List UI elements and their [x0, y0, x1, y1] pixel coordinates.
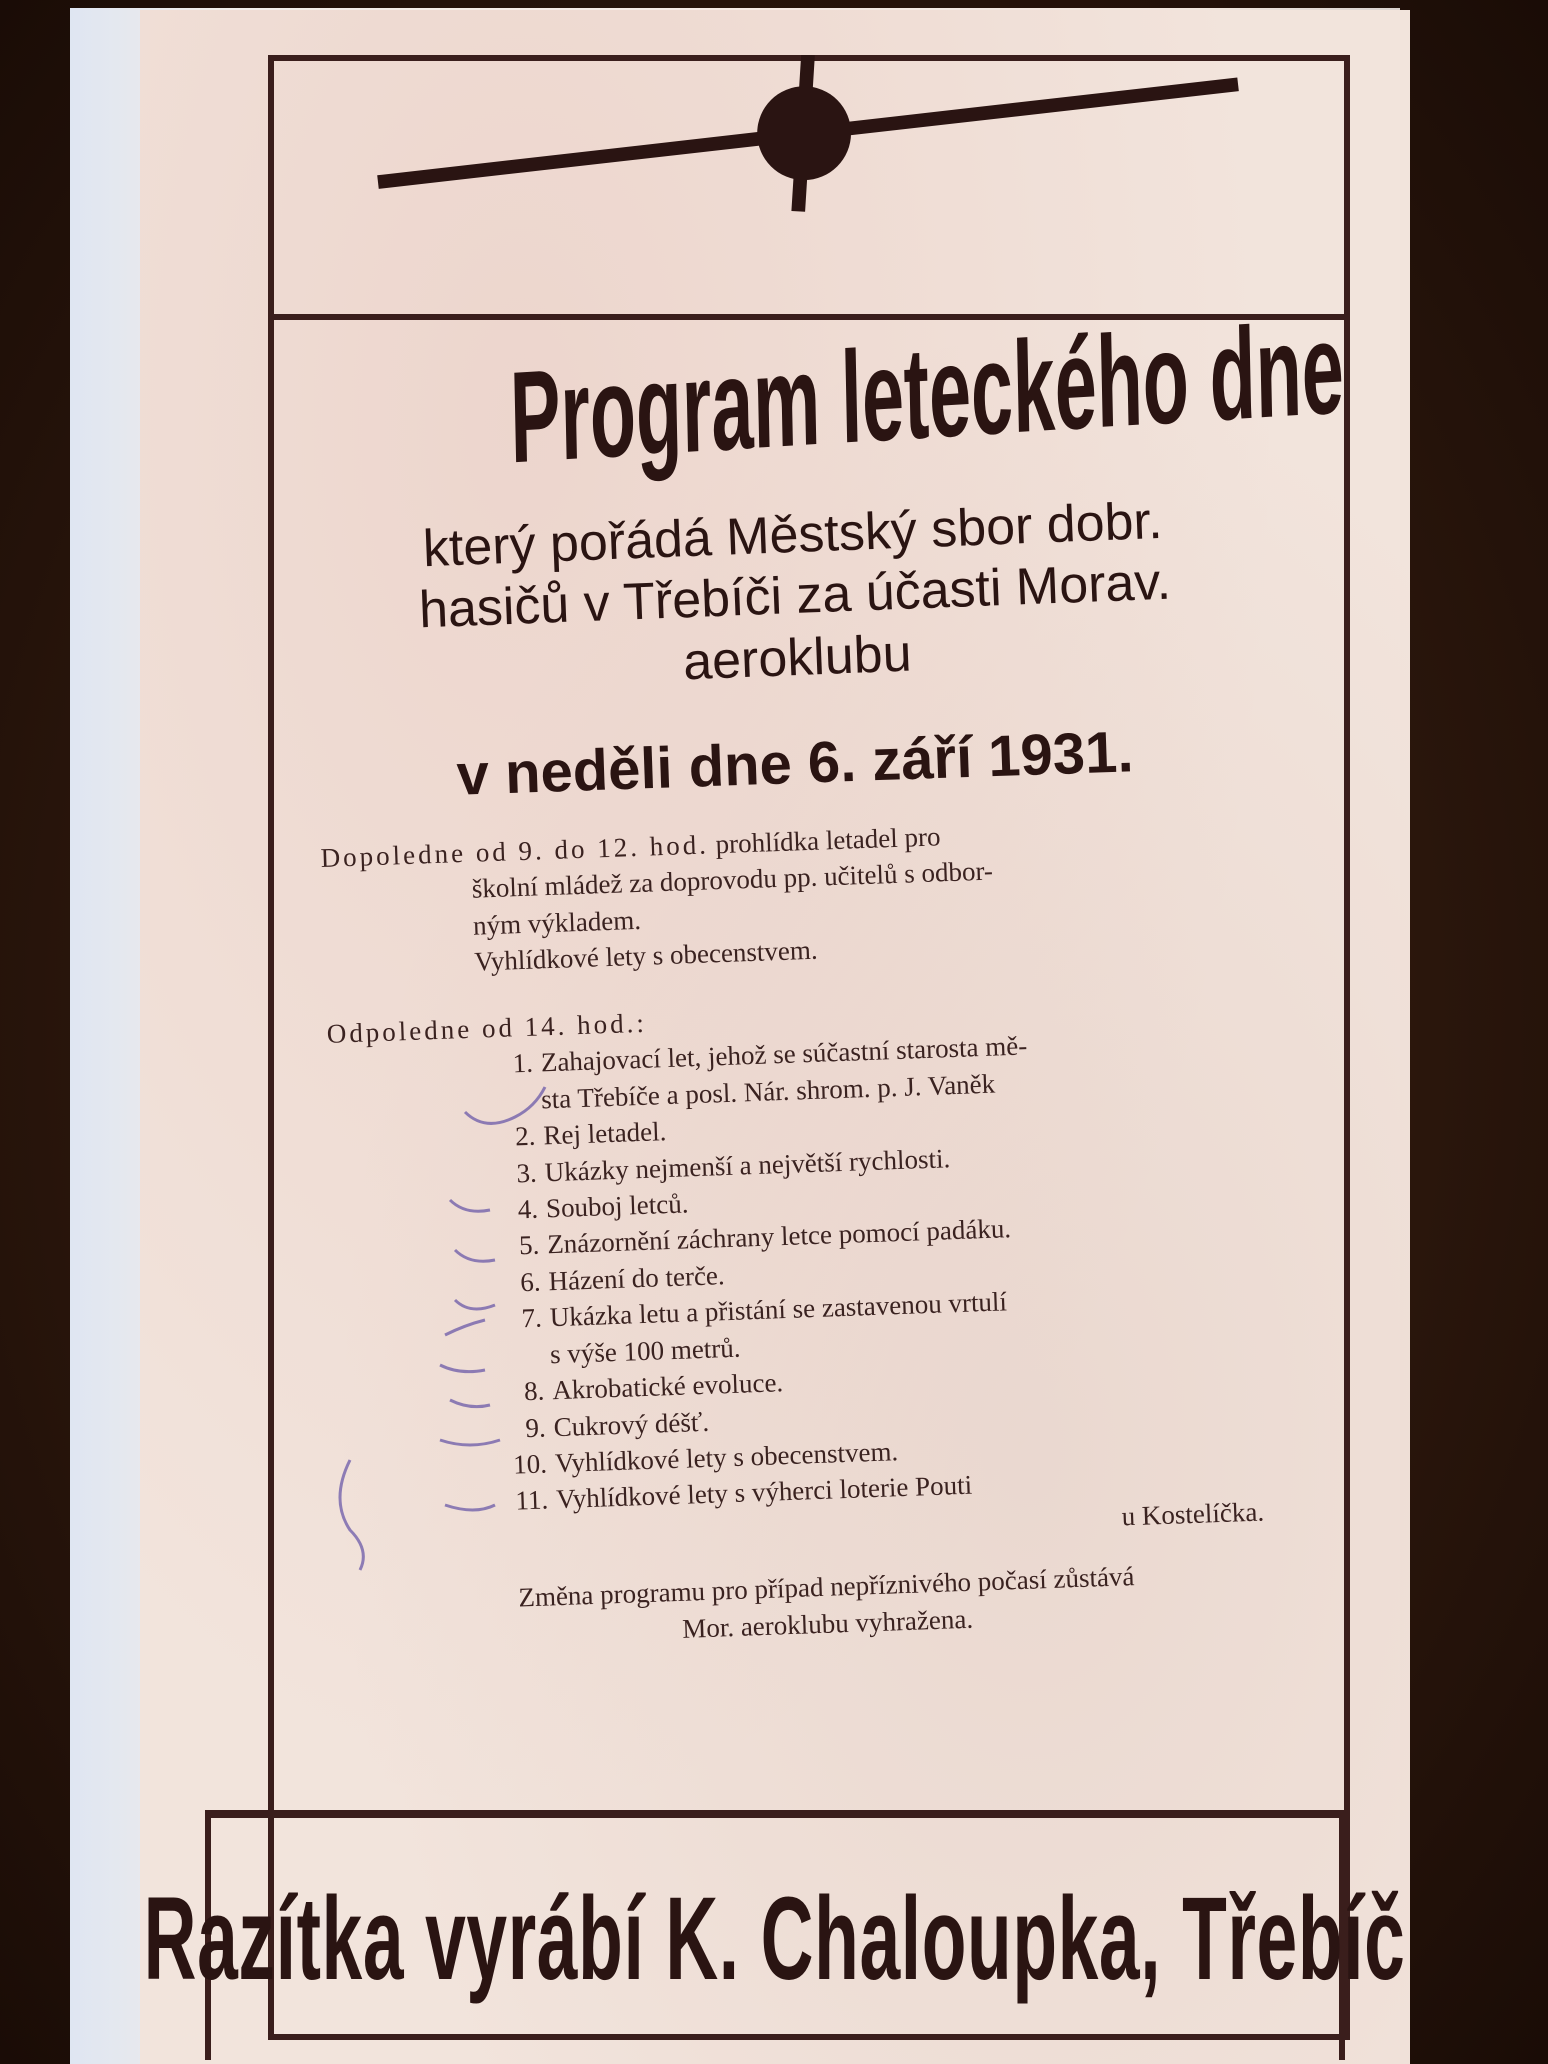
item-number: 2. — [514, 1120, 536, 1152]
item-number: 5. — [518, 1229, 540, 1261]
item-text: Souboj letců. — [545, 1188, 689, 1224]
event-date: v neděli dne 6. září 1931. — [455, 719, 1135, 808]
subtitle-line: který pořádá Městský sbor dobr. — [421, 491, 1164, 579]
item-text: Házení do terče. — [548, 1259, 726, 1297]
item-number: 11. — [514, 1484, 549, 1517]
item-text: Rej letadel. — [542, 1116, 667, 1151]
morning-line: ným výkladem. — [472, 904, 642, 941]
item-number: 6. — [519, 1266, 542, 1298]
poster-header — [268, 55, 1350, 320]
morning-line: Vyhlídkové lety s obecenstvem. — [473, 935, 819, 977]
propeller-emblem-icon — [268, 55, 1350, 314]
item-number: 7. — [521, 1302, 543, 1334]
item-text: Cukrový déšť. — [553, 1406, 710, 1442]
item-continuation: s výše 100 metrů. — [549, 1332, 741, 1369]
item-continuation: sta Třebíče a posl. Nár. shrom. p. J. Vaněk — [540, 1068, 996, 1115]
item-text: Ukázky nejmenší a největší rychlosti. — [544, 1142, 951, 1187]
morning-text: prohlídka letadel pro — [715, 821, 941, 860]
poster-subtitle — [327, 487, 1263, 707]
item-number: 10. — [512, 1448, 548, 1480]
item-number: 1. — [512, 1047, 534, 1079]
item-number: 3. — [515, 1157, 538, 1188]
item-text: Vyhlídkové lety s obecenstvem. — [554, 1436, 899, 1479]
subtitle-line: hasičů v Třebíči za účasti Morav. — [417, 552, 1172, 640]
item-text: Akrobatické evoluce. — [551, 1367, 784, 1406]
item-text: Zahajovací let, jehož se súčastní starosta mě- — [540, 1030, 1028, 1078]
program-body — [320, 806, 1308, 1658]
note-line: Mor. aeroklubu vyhražena. — [681, 1603, 974, 1644]
note-line: Změna programu pro případ nepříznivého počasí zůstává — [517, 1561, 1135, 1613]
item-text: Vyhlídkové lety s výherci loterie Pouti — [555, 1470, 973, 1515]
item-number: 9. — [524, 1412, 547, 1443]
morning-label: Dopoledne od 9. do 12. hod. — [320, 829, 710, 873]
item-text: Ukázka letu a přistání se zastavenou vrtulí — [549, 1286, 1008, 1333]
item-number: 4. — [517, 1193, 539, 1225]
morning-line: školní mládež za doprovodu pp. učitelů s odbor- — [471, 855, 994, 905]
item-continuation: u Kostelíčka. — [1121, 1496, 1265, 1532]
printer-credit: Razítka vyrábí K. Chaloupka, Třebíč — [144, 1873, 1406, 2005]
poster-footer — [144, 1810, 1406, 2060]
item-text: Znázornění záchrany letce pomocí padáku. — [546, 1213, 1012, 1260]
item-number: 8. — [523, 1375, 545, 1407]
poster-title: Program leteckého dne — [508, 294, 1346, 491]
subtitle-line: aeroklubu — [682, 624, 913, 692]
afternoon-label: Odpoledne od 14. hod.: — [326, 1007, 648, 1049]
